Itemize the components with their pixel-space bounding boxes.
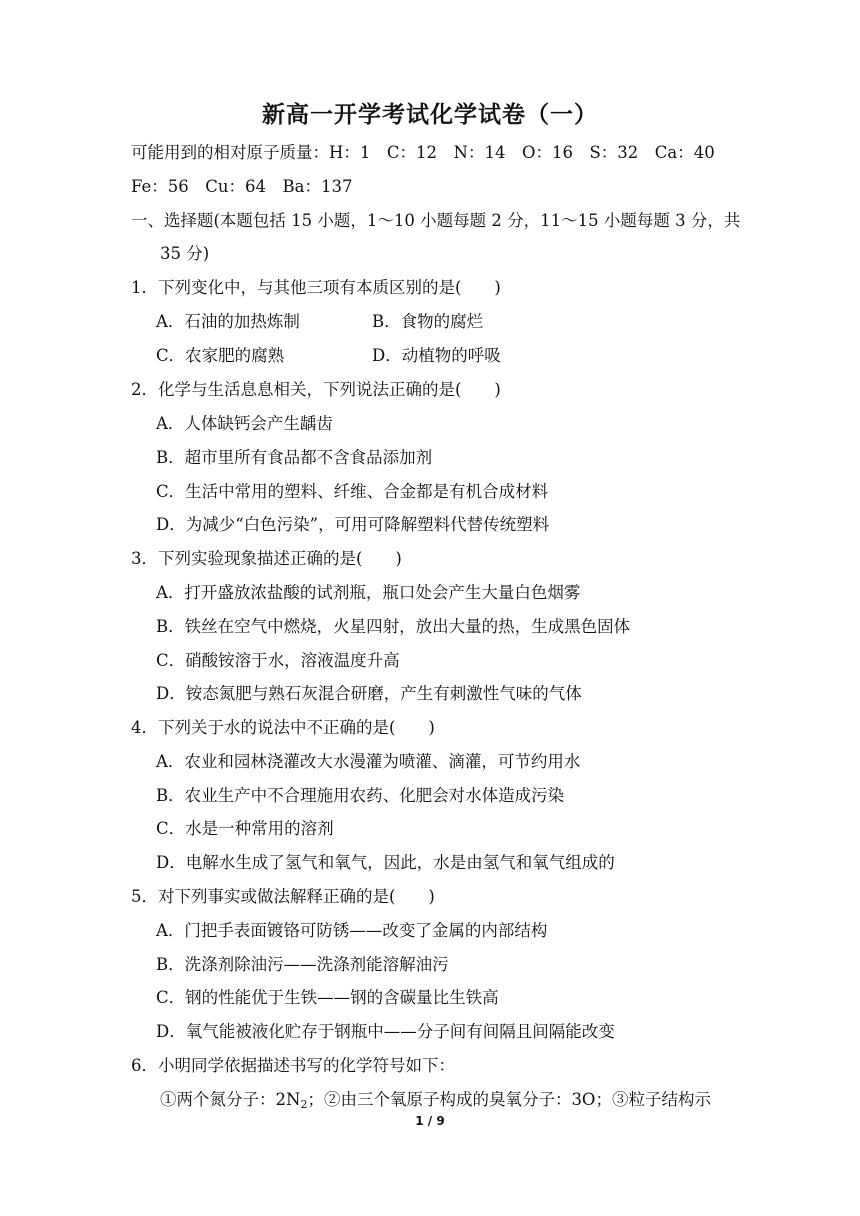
question-4-option-a: A．农业和园林浇灌改大水漫灌为喷灌、滴灌，可节约用水	[156, 752, 581, 771]
question-2-option-d: D．为减少“白色污染”，可用可降解塑料代替传统塑料	[156, 515, 550, 534]
question-5-stem: 5．对下列事实或做法解释正确的是( )	[131, 887, 435, 906]
question-3-option-b: B．铁丝在空气中燃烧，火星四射，放出大量的热，生成黑色固体	[156, 617, 631, 636]
question-1-option-c: C．农家肥的腐熟	[156, 346, 285, 365]
section-heading: 一、选择题(本题包括 15 小题，1～10 小题每题 2 分，11～15 小题每题 3 分，共	[131, 211, 741, 230]
question-5-option-d: D．氧气能被液化贮存于钢瓶中——分子间有间隔且间隔能改变	[156, 1022, 615, 1041]
exam-title: 新高一开学考试化学试卷（一）	[262, 102, 598, 128]
question-6-part-2: ；②由三个氧原子构成的臭氧分子：3O；③粒子结构示	[307, 1090, 711, 1109]
question-2-option-b: B．超市里所有食品都不含食品添加剂	[156, 448, 433, 467]
question-5-option-b: B．洗涤剂除油污——洗涤剂能溶解油污	[156, 955, 449, 974]
question-1-option-a: A．石油的加热炼制	[156, 312, 300, 331]
section-heading-cont: 35 分)	[160, 244, 210, 263]
question-4-option-d: D．电解水生成了氢气和氧气，因此，水是由氢气和氧气组成的	[156, 853, 615, 872]
page-number: 1 / 9	[415, 1114, 445, 1128]
question-2-option-c: C．生活中常用的塑料、纤维、合金都是有机合成材料	[156, 482, 549, 501]
question-4-stem: 4．下列关于水的说法中不正确的是( )	[131, 718, 435, 737]
question-1-option-d: D．动植物的呼吸	[372, 346, 501, 365]
question-1-stem: 1．下列变化中，与其他三项有本质区别的是( )	[131, 278, 501, 297]
question-1-option-b: B．食物的腐烂	[372, 312, 484, 331]
question-6-line	[160, 1089, 711, 1111]
question-4-option-c: C．水是一种常用的溶剂	[156, 819, 334, 838]
question-2-option-a: A．人体缺钙会产生龋齿	[156, 414, 333, 433]
atomic-masses-line1: 可能用到的相对原子质量：H：1 C：12 N：14 O：16 S：32 Ca：40	[131, 143, 715, 162]
question-3-option-c: C．硝酸铵溶于水，溶液温度升高	[156, 651, 400, 670]
question-5-option-c: C．钢的性能优于生铁——钢的含碳量比生铁高	[156, 988, 499, 1007]
question-6-stem: 6．小明同学依据描述书写的化学符号如下：	[131, 1056, 455, 1075]
question-2-stem: 2．化学与生活息息相关，下列说法正确的是( )	[131, 380, 501, 399]
question-6-part-1: ①两个氮分子：2N	[160, 1090, 301, 1109]
subscript-2: 2	[300, 1098, 308, 1111]
question-4-option-b: B．农业生产中不合理施用农药、化肥会对水体造成污染	[156, 786, 565, 805]
question-3-option-a: A．打开盛放浓盐酸的试剂瓶，瓶口处会产生大量白色烟雾	[156, 583, 581, 602]
atomic-masses-line2: Fe：56 Cu：64 Ba：137	[131, 177, 353, 196]
question-3-stem: 3．下列实验现象描述正确的是( )	[131, 549, 402, 568]
question-3-option-d: D．铵态氮肥与熟石灰混合研磨，产生有刺激性气味的气体	[156, 684, 582, 703]
question-5-option-a: A．门把手表面镀铬可防锈——改变了金属的内部结构	[156, 921, 548, 940]
